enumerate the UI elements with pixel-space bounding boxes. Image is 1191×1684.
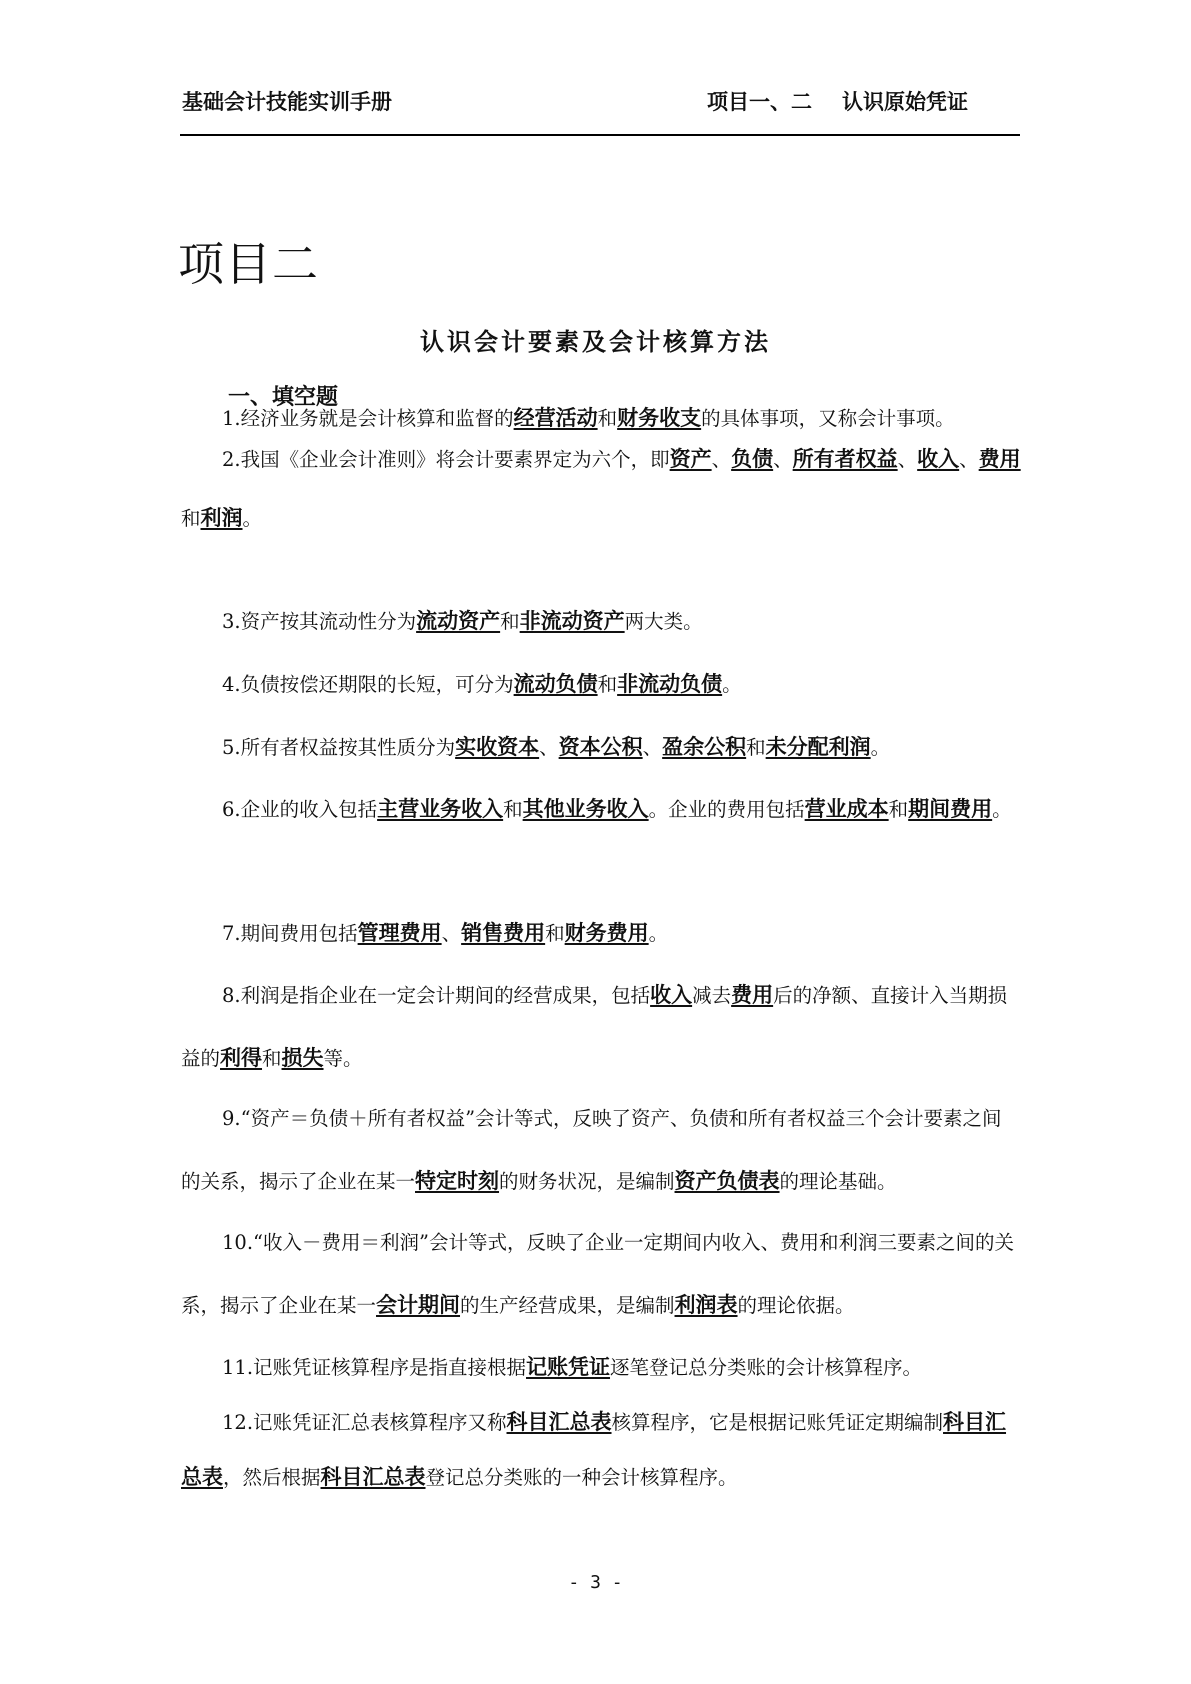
question-text: 5.所有者权益按其性质分为	[222, 736, 456, 759]
question-text: 和	[597, 673, 618, 696]
answer-blank: 未分配利润	[765, 735, 871, 759]
answer-blank: 主营业务收入	[377, 797, 504, 821]
question-text: 9.“资产＝负债＋所有者权益”会计等式，反映了资产、负债和所有者权益三个会计要素之间的关系，揭示了企业在某一	[181, 1107, 1002, 1193]
answer-blank: 经营活动	[513, 406, 598, 430]
question-text: 、	[642, 736, 663, 759]
question-text: 11.记账凭证核算程序是指直接根据	[222, 1356, 527, 1379]
answer-blank: 资产	[669, 447, 712, 471]
question-4	[181, 653, 1021, 716]
question-text: ，然后根据	[223, 1466, 321, 1489]
question-text: 的具体事项，又称会计事项。	[701, 407, 955, 430]
answer-blank: 非流动负债	[617, 672, 723, 696]
chapter-title	[707, 86, 968, 116]
question-text: 。	[992, 798, 1012, 821]
question-text: 和	[500, 610, 520, 633]
question-text: 、	[711, 448, 732, 471]
page-number: - 3 -	[568, 1572, 623, 1593]
question-3	[181, 590, 1021, 653]
section-heading: 一、填空题	[228, 385, 339, 410]
question-6	[181, 778, 1021, 841]
answer-blank: 科目汇总表	[320, 1465, 426, 1489]
answer-blank: 流动资产	[416, 609, 501, 633]
question-text: 的生产经营成果，是编制	[460, 1294, 675, 1317]
question-5	[181, 716, 1021, 779]
answer-blank: 所有者权益	[792, 447, 898, 471]
question-text: 的理论基础。	[779, 1170, 897, 1193]
answer-blank: 收入	[650, 983, 693, 1007]
question-text: 6.企业的收入包括	[222, 798, 378, 821]
question-text: 逐笔登记总分类账的会计核算程序。	[610, 1356, 923, 1379]
question-text: 。	[648, 922, 669, 945]
question-text: 、	[897, 448, 918, 471]
answer-blank: 利得	[220, 1046, 263, 1070]
answer-blank: 特定时刻	[415, 1169, 500, 1193]
question-text: 的理论依据。	[737, 1294, 855, 1317]
answer-blank: 利润表	[674, 1293, 738, 1317]
page-subtitle: 认识会计要素及会计核算方法	[420, 328, 771, 356]
question-text: 和	[262, 1047, 282, 1070]
answer-blank: 收入	[917, 447, 960, 471]
question-text: 和	[181, 507, 201, 530]
chapter-topic: 认识原始凭证	[842, 90, 968, 114]
answer-blank: 实收资本	[455, 735, 540, 759]
question-text: 、	[441, 922, 462, 945]
question-text: 和	[746, 736, 766, 759]
question-text: 2.我国《企业会计准则》将会计要素界定为六个，即	[222, 448, 670, 471]
page-header	[180, 82, 1020, 136]
question-text: 等。	[323, 1047, 363, 1070]
question-text: 、	[959, 448, 979, 471]
question-text: 和	[503, 798, 523, 821]
answer-blank: 损失	[281, 1046, 324, 1070]
question-text: 。	[242, 507, 263, 530]
question-text: 4.负债按偿还期限的长短，可分为	[222, 673, 514, 696]
question-9	[181, 1088, 1021, 1213]
question-text: 。	[870, 736, 891, 759]
question-text: 和	[545, 922, 565, 945]
question-8	[181, 964, 1021, 1090]
answer-blank: 资产负债表	[674, 1169, 780, 1193]
answer-blank: 期间费用	[908, 797, 993, 821]
question-text: 后的净额、直接计入当期损益的	[181, 984, 1008, 1070]
answer-blank: 其他业务收入	[522, 797, 649, 821]
answer-blank: 科目汇总表	[181, 1410, 1007, 1489]
question-text: 登记总分类账的一种会计核算程序。	[425, 1466, 738, 1489]
answer-blank: 会计期间	[376, 1293, 461, 1317]
question-text: 12.记账凭证汇总表核算程序又称	[222, 1411, 507, 1434]
page-title: 项目二	[178, 237, 319, 291]
answer-blank: 负债	[731, 447, 774, 471]
question-text: 减去	[692, 984, 732, 1007]
answer-blank: 财务费用	[564, 921, 649, 945]
answer-blank: 流动负债	[513, 672, 598, 696]
question-2	[181, 430, 1021, 548]
question-7	[181, 902, 1021, 965]
answer-blank: 资本公积	[558, 735, 643, 759]
answer-blank: 盈余公积	[662, 735, 747, 759]
question-12	[181, 1395, 1021, 1505]
answer-blank: 记账凭证	[526, 1355, 611, 1379]
question-text: 核算程序，它是根据记账凭证定期编制	[611, 1411, 944, 1434]
answer-blank: 科目汇总表	[506, 1410, 612, 1434]
answer-blank: 费用	[731, 983, 774, 1007]
question-text: 7.期间费用包括	[222, 922, 358, 945]
answer-blank: 财务收支	[617, 406, 702, 430]
question-text: 和	[888, 798, 909, 821]
answer-blank: 利润	[200, 506, 243, 530]
manual-title: 基础会计技能实训手册	[182, 90, 392, 114]
question-text: 、	[539, 736, 559, 759]
answer-blank: 非流动资产	[519, 609, 625, 633]
question-text: 1.经济业务就是会计核算和监督的	[222, 407, 514, 430]
answer-blank: 管理费用	[357, 921, 442, 945]
question-text: 。企业的费用包括	[648, 798, 805, 821]
question-text: 10.“收入－费用＝利润”会计等式，反映了企业一定期间内收入、费用和利润三要素之间的关系，揭示了企业在某一	[181, 1231, 1014, 1317]
question-text: 8.利润是指企业在一定会计期间的经营成果，包括	[222, 984, 651, 1007]
question-text: 两大类。	[624, 610, 703, 633]
question-10	[181, 1212, 1021, 1337]
question-text: 。	[722, 673, 742, 696]
chapter-project: 项目一、二	[707, 90, 812, 114]
question-text: 和	[597, 407, 618, 430]
answer-blank: 营业成本	[804, 797, 889, 821]
answer-blank: 费用	[978, 447, 1021, 471]
question-text: 3.资产按其流动性分为	[222, 610, 417, 633]
question-11	[181, 1336, 1021, 1399]
question-text: 、	[773, 448, 793, 471]
question-text: 的财务状况，是编制	[499, 1170, 675, 1193]
answer-blank: 销售费用	[461, 921, 546, 945]
